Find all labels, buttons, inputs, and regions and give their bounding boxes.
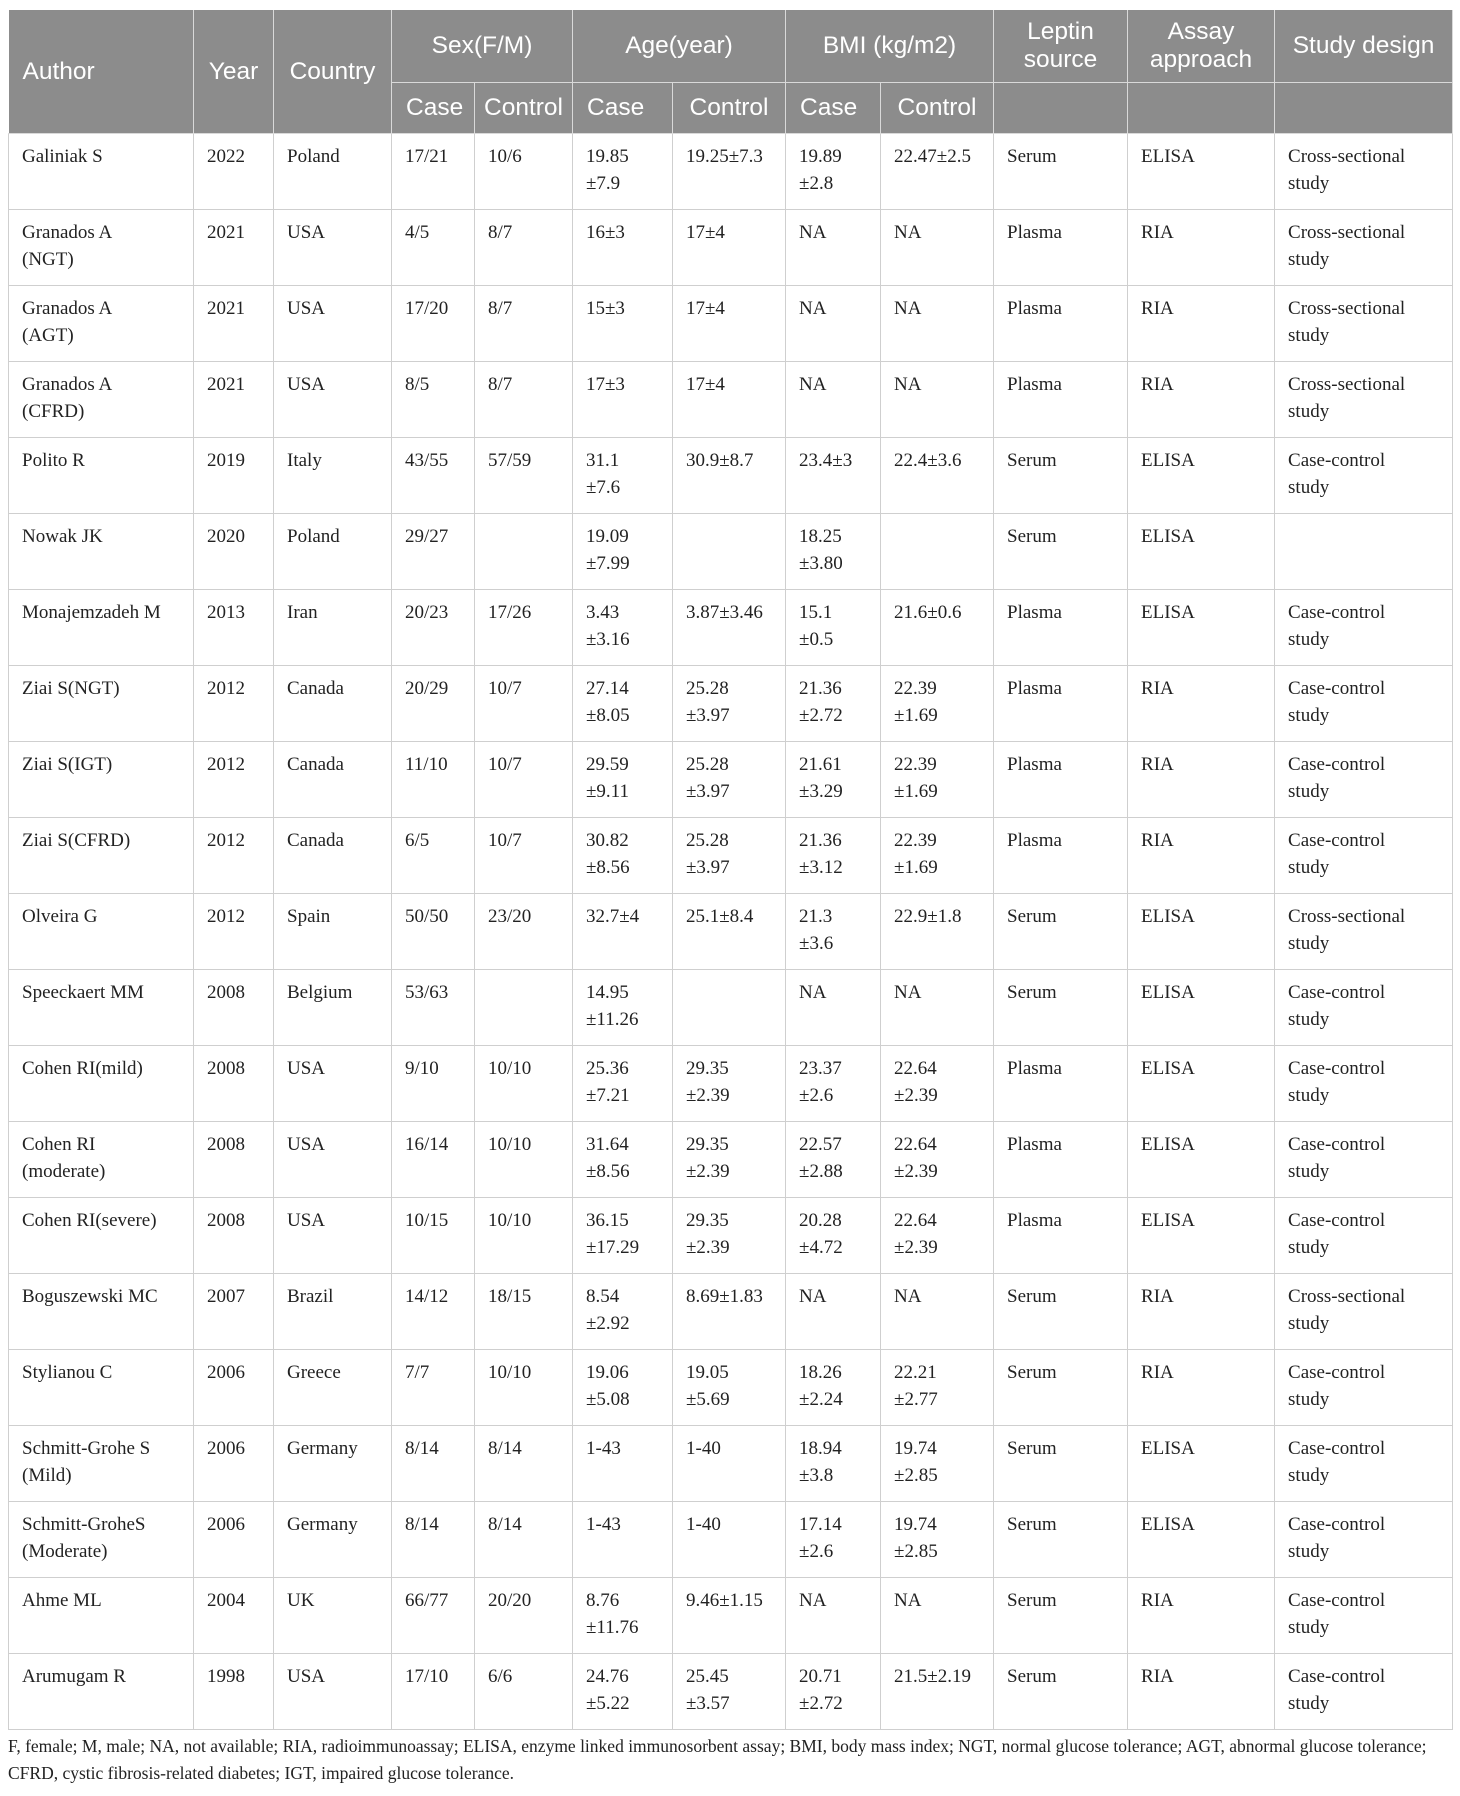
cell-assay-approach: ELISA xyxy=(1128,438,1275,514)
cell-bmi-control: 22.9±1.8 xyxy=(881,894,994,970)
cell-sex-case: 7/7 xyxy=(392,1350,475,1426)
header-age: Age(year) xyxy=(573,10,786,83)
cell-author: Monajemzadeh M xyxy=(9,590,194,666)
cell-author: Speeckaert MM xyxy=(9,970,194,1046)
cell-sex-case: 9/10 xyxy=(392,1046,475,1122)
table-row xyxy=(9,438,1453,514)
cell-bmi-case: NA xyxy=(786,970,881,1046)
cell-age-case: 31.1 ±7.6 xyxy=(573,438,673,514)
cell-year: 2006 xyxy=(194,1426,274,1502)
cell-bmi-case: 18.94 ±3.8 xyxy=(786,1426,881,1502)
cell-country: Iran xyxy=(274,590,392,666)
cell-leptin-source: Serum xyxy=(994,1426,1128,1502)
cell-age-control: 17±4 xyxy=(673,286,786,362)
cell-age-control: 25.28 ±3.97 xyxy=(673,818,786,894)
cell-leptin-source: Serum xyxy=(994,1578,1128,1654)
cell-bmi-control xyxy=(881,514,994,590)
cell-age-control xyxy=(673,514,786,590)
cell-study-design: Case-control study xyxy=(1275,666,1453,742)
header-bmi-case: Case xyxy=(786,83,881,134)
cell-age-control: 17±4 xyxy=(673,210,786,286)
cell-country: Belgium xyxy=(274,970,392,1046)
cell-assay-approach: ELISA xyxy=(1128,134,1275,210)
table-row xyxy=(9,210,1453,286)
cell-bmi-control: 22.21 ±2.77 xyxy=(881,1350,994,1426)
table-row xyxy=(9,1274,1453,1350)
cell-author: Ziai S(IGT) xyxy=(9,742,194,818)
cell-year: 2006 xyxy=(194,1502,274,1578)
cell-bmi-control: NA xyxy=(881,1274,994,1350)
cell-study-design: Case-control study xyxy=(1275,1654,1453,1730)
cell-sex-control: 17/26 xyxy=(475,590,573,666)
cell-author: Cohen RI (moderate) xyxy=(9,1122,194,1198)
table-row xyxy=(9,970,1453,1046)
cell-leptin-source: Serum xyxy=(994,970,1128,1046)
header-sex-control: Control xyxy=(475,83,573,134)
cell-leptin-source: Plasma xyxy=(994,818,1128,894)
cell-bmi-case: 23.37 ±2.6 xyxy=(786,1046,881,1122)
table-row xyxy=(9,514,1453,590)
table-row xyxy=(9,362,1453,438)
cell-country: Germany xyxy=(274,1502,392,1578)
cell-sex-control: 10/7 xyxy=(475,818,573,894)
cell-sex-control: 10/10 xyxy=(475,1350,573,1426)
cell-leptin-source: Plasma xyxy=(994,666,1128,742)
cell-leptin-source: Serum xyxy=(994,1274,1128,1350)
cell-bmi-control: 22.47±2.5 xyxy=(881,134,994,210)
cell-age-control: 29.35 ±2.39 xyxy=(673,1198,786,1274)
cell-age-case: 19.85 ±7.9 xyxy=(573,134,673,210)
cell-author: Granados A (CFRD) xyxy=(9,362,194,438)
cell-leptin-source: Plasma xyxy=(994,742,1128,818)
cell-age-control: 25.28 ±3.97 xyxy=(673,742,786,818)
cell-country: USA xyxy=(274,286,392,362)
cell-leptin-source: Serum xyxy=(994,1654,1128,1730)
table-row xyxy=(9,1654,1453,1730)
table-body xyxy=(9,134,1453,1730)
cell-bmi-case: 17.14 ±2.6 xyxy=(786,1502,881,1578)
cell-sex-case: 11/10 xyxy=(392,742,475,818)
cell-author: Boguszewski MC xyxy=(9,1274,194,1350)
cell-sex-case: 20/23 xyxy=(392,590,475,666)
cell-age-control: 25.1±8.4 xyxy=(673,894,786,970)
cell-bmi-case: 19.89 ±2.8 xyxy=(786,134,881,210)
table-row xyxy=(9,1502,1453,1578)
cell-age-case: 3.43 ±3.16 xyxy=(573,590,673,666)
cell-bmi-case: NA xyxy=(786,210,881,286)
cell-country: Spain xyxy=(274,894,392,970)
cell-author: Ziai S(CFRD) xyxy=(9,818,194,894)
header-study-design: Study design xyxy=(1275,10,1453,83)
cell-age-case: 17±3 xyxy=(573,362,673,438)
cell-assay-approach: ELISA xyxy=(1128,1426,1275,1502)
cell-year: 2012 xyxy=(194,894,274,970)
cell-age-control: 25.45 ±3.57 xyxy=(673,1654,786,1730)
cell-bmi-control: 19.74 ±2.85 xyxy=(881,1502,994,1578)
cell-bmi-case: 22.57 ±2.88 xyxy=(786,1122,881,1198)
cell-leptin-source: Plasma xyxy=(994,1198,1128,1274)
cell-study-design: Cross-sectional study xyxy=(1275,1274,1453,1350)
table-row xyxy=(9,1046,1453,1122)
cell-assay-approach: RIA xyxy=(1128,210,1275,286)
cell-year: 2004 xyxy=(194,1578,274,1654)
cell-bmi-case: 20.71 ±2.72 xyxy=(786,1654,881,1730)
cell-sex-case: 6/5 xyxy=(392,818,475,894)
cell-leptin-source: Serum xyxy=(994,1350,1128,1426)
cell-country: Italy xyxy=(274,438,392,514)
cell-bmi-case: 23.4±3 xyxy=(786,438,881,514)
cell-sex-case: 29/27 xyxy=(392,514,475,590)
cell-year: 2021 xyxy=(194,210,274,286)
cell-age-control: 1-40 xyxy=(673,1426,786,1502)
cell-year: 2020 xyxy=(194,514,274,590)
cell-study-design: Case-control study xyxy=(1275,1198,1453,1274)
cell-year: 1998 xyxy=(194,1654,274,1730)
cell-age-case: 29.59 ±9.11 xyxy=(573,742,673,818)
cell-leptin-source: Plasma xyxy=(994,286,1128,362)
cell-author: Arumugam R xyxy=(9,1654,194,1730)
table-row xyxy=(9,1350,1453,1426)
cell-assay-approach: ELISA xyxy=(1128,1046,1275,1122)
header-blank-source xyxy=(994,83,1128,134)
cell-sex-case: 20/29 xyxy=(392,666,475,742)
cell-age-case: 32.7±4 xyxy=(573,894,673,970)
cell-country: Brazil xyxy=(274,1274,392,1350)
cell-author: Nowak JK xyxy=(9,514,194,590)
cell-sex-control: 10/6 xyxy=(475,134,573,210)
cell-bmi-control: 21.6±0.6 xyxy=(881,590,994,666)
cell-age-case: 15±3 xyxy=(573,286,673,362)
cell-author: Polito R xyxy=(9,438,194,514)
table-row xyxy=(9,1198,1453,1274)
cell-country: USA xyxy=(274,210,392,286)
table-row xyxy=(9,286,1453,362)
cell-age-control: 17±4 xyxy=(673,362,786,438)
cell-sex-case: 66/77 xyxy=(392,1578,475,1654)
cell-leptin-source: Serum xyxy=(994,1502,1128,1578)
cell-assay-approach: ELISA xyxy=(1128,894,1275,970)
cell-sex-control: 57/59 xyxy=(475,438,573,514)
cell-age-control: 29.35 ±2.39 xyxy=(673,1122,786,1198)
cell-author: Ahme ML xyxy=(9,1578,194,1654)
cell-study-design: Case-control study xyxy=(1275,742,1453,818)
cell-bmi-case: NA xyxy=(786,1578,881,1654)
cell-assay-approach: RIA xyxy=(1128,742,1275,818)
header-blank-design xyxy=(1275,83,1453,134)
cell-leptin-source: Serum xyxy=(994,894,1128,970)
cell-author: Ziai S(NGT) xyxy=(9,666,194,742)
header-assay-approach: Assay approach xyxy=(1128,10,1275,83)
table-footnote: F, female; M, male; NA, not available; RIA, radioimmunoassay; ELISA, enzyme linked immunosorbent assay; BMI, body mass index; NGT, normal glucose tolerance; AGT, abnormal glucose tolerance; CFRD, cystic fibrosis-related diabetes; IGT, impaired glucose tolerance. xyxy=(8,1736,1427,1783)
cell-country: USA xyxy=(274,1046,392,1122)
cell-leptin-source: Plasma xyxy=(994,1046,1128,1122)
cell-country: Poland xyxy=(274,514,392,590)
cell-year: 2007 xyxy=(194,1274,274,1350)
cell-year: 2013 xyxy=(194,590,274,666)
cell-bmi-case: 21.3 ±3.6 xyxy=(786,894,881,970)
cell-study-design: Cross-sectional study xyxy=(1275,286,1453,362)
cell-leptin-source: Plasma xyxy=(994,590,1128,666)
cell-age-case: 16±3 xyxy=(573,210,673,286)
header-row-top xyxy=(9,10,1453,83)
cell-year: 2008 xyxy=(194,1198,274,1274)
cell-sex-control: 8/7 xyxy=(475,210,573,286)
cell-country: Canada xyxy=(274,666,392,742)
cell-study-design: Case-control study xyxy=(1275,438,1453,514)
header-leptin-source: Leptin source xyxy=(994,10,1128,83)
cell-study-design: Case-control study xyxy=(1275,818,1453,894)
cell-sex-case: 17/10 xyxy=(392,1654,475,1730)
cell-study-design xyxy=(1275,514,1453,590)
cell-study-design: Case-control study xyxy=(1275,590,1453,666)
cell-assay-approach: ELISA xyxy=(1128,970,1275,1046)
cell-study-design: Case-control study xyxy=(1275,970,1453,1046)
cell-sex-control: 10/7 xyxy=(475,666,573,742)
header-country: Country xyxy=(274,10,392,134)
cell-bmi-control: 22.39 ±1.69 xyxy=(881,666,994,742)
header-age-case: Case xyxy=(573,83,673,134)
cell-year: 2019 xyxy=(194,438,274,514)
cell-age-case: 30.82 ±8.56 xyxy=(573,818,673,894)
cell-study-design: Case-control study xyxy=(1275,1122,1453,1198)
cell-age-control: 9.46±1.15 xyxy=(673,1578,786,1654)
cell-sex-control: 23/20 xyxy=(475,894,573,970)
table-row xyxy=(9,894,1453,970)
cell-author: Cohen RI(severe) xyxy=(9,1198,194,1274)
cell-year: 2012 xyxy=(194,666,274,742)
cell-study-design: Cross-sectional study xyxy=(1275,362,1453,438)
cell-sex-case: 53/63 xyxy=(392,970,475,1046)
cell-sex-case: 17/20 xyxy=(392,286,475,362)
cell-bmi-control: 22.39 ±1.69 xyxy=(881,742,994,818)
cell-sex-case: 16/14 xyxy=(392,1122,475,1198)
cell-age-case: 1-43 xyxy=(573,1502,673,1578)
cell-age-case: 19.06 ±5.08 xyxy=(573,1350,673,1426)
cell-bmi-control: 22.64 ±2.39 xyxy=(881,1122,994,1198)
cell-year: 2021 xyxy=(194,362,274,438)
cell-study-design: Case-control study xyxy=(1275,1426,1453,1502)
cell-year: 2008 xyxy=(194,970,274,1046)
cell-bmi-control: NA xyxy=(881,970,994,1046)
cell-age-control: 8.69±1.83 xyxy=(673,1274,786,1350)
cell-author: Olveira G xyxy=(9,894,194,970)
table-row xyxy=(9,742,1453,818)
cell-author: Schmitt-Grohe S (Mild) xyxy=(9,1426,194,1502)
cell-leptin-source: Serum xyxy=(994,514,1128,590)
table-row xyxy=(9,134,1453,210)
cell-country: Canada xyxy=(274,742,392,818)
cell-study-design: Cross-sectional study xyxy=(1275,134,1453,210)
header-sex-case: Case xyxy=(392,83,475,134)
cell-bmi-control: 22.4±3.6 xyxy=(881,438,994,514)
cell-year: 2022 xyxy=(194,134,274,210)
table-header xyxy=(9,10,1453,134)
study-characteristics-table-wrapper xyxy=(8,10,1452,1730)
cell-study-design: Case-control study xyxy=(1275,1046,1453,1122)
cell-bmi-case: 18.25 ±3.80 xyxy=(786,514,881,590)
cell-bmi-case: 20.28 ±4.72 xyxy=(786,1198,881,1274)
cell-study-design: Case-control study xyxy=(1275,1578,1453,1654)
header-age-control: Control xyxy=(673,83,786,134)
cell-age-control: 3.87±3.46 xyxy=(673,590,786,666)
cell-leptin-source: Plasma xyxy=(994,362,1128,438)
cell-age-case: 1-43 xyxy=(573,1426,673,1502)
cell-bmi-case: 21.36 ±2.72 xyxy=(786,666,881,742)
table-row xyxy=(9,818,1453,894)
cell-country: UK xyxy=(274,1578,392,1654)
cell-bmi-control: NA xyxy=(881,1578,994,1654)
cell-bmi-control: NA xyxy=(881,286,994,362)
cell-leptin-source: Plasma xyxy=(994,1122,1128,1198)
cell-leptin-source: Serum xyxy=(994,134,1128,210)
cell-sex-case: 8/14 xyxy=(392,1502,475,1578)
cell-sex-control: 8/7 xyxy=(475,286,573,362)
cell-sex-control: 8/7 xyxy=(475,362,573,438)
cell-country: USA xyxy=(274,362,392,438)
cell-sex-control: 18/15 xyxy=(475,1274,573,1350)
cell-sex-control: 8/14 xyxy=(475,1502,573,1578)
cell-sex-control xyxy=(475,970,573,1046)
cell-age-case: 14.95 ±11.26 xyxy=(573,970,673,1046)
cell-assay-approach: RIA xyxy=(1128,1654,1275,1730)
cell-year: 2012 xyxy=(194,742,274,818)
cell-bmi-case: 18.26 ±2.24 xyxy=(786,1350,881,1426)
cell-country: USA xyxy=(274,1198,392,1274)
cell-age-control: 30.9±8.7 xyxy=(673,438,786,514)
cell-assay-approach: RIA xyxy=(1128,286,1275,362)
cell-year: 2012 xyxy=(194,818,274,894)
cell-sex-case: 8/14 xyxy=(392,1426,475,1502)
cell-bmi-control: 22.64 ±2.39 xyxy=(881,1198,994,1274)
cell-author: Granados A (AGT) xyxy=(9,286,194,362)
cell-leptin-source: Serum xyxy=(994,438,1128,514)
cell-bmi-control: NA xyxy=(881,210,994,286)
cell-bmi-case: 21.61 ±3.29 xyxy=(786,742,881,818)
cell-author: Galiniak S xyxy=(9,134,194,210)
cell-assay-approach: ELISA xyxy=(1128,590,1275,666)
cell-assay-approach: ELISA xyxy=(1128,1198,1275,1274)
table-row xyxy=(9,1426,1453,1502)
cell-assay-approach: RIA xyxy=(1128,1350,1275,1426)
cell-sex-case: 8/5 xyxy=(392,362,475,438)
cell-bmi-control: 19.74 ±2.85 xyxy=(881,1426,994,1502)
cell-sex-case: 43/55 xyxy=(392,438,475,514)
cell-sex-control: 6/6 xyxy=(475,1654,573,1730)
cell-assay-approach: RIA xyxy=(1128,362,1275,438)
cell-bmi-case: NA xyxy=(786,1274,881,1350)
cell-age-case: 25.36 ±7.21 xyxy=(573,1046,673,1122)
cell-country: Greece xyxy=(274,1350,392,1426)
cell-age-control: 19.25±7.3 xyxy=(673,134,786,210)
header-bmi: BMI (kg/m2) xyxy=(786,10,994,83)
cell-age-control: 19.05 ±5.69 xyxy=(673,1350,786,1426)
cell-study-design: Case-control study xyxy=(1275,1502,1453,1578)
cell-study-design: Case-control study xyxy=(1275,1350,1453,1426)
cell-bmi-control: NA xyxy=(881,362,994,438)
cell-sex-case: 4/5 xyxy=(392,210,475,286)
cell-author: Cohen RI(mild) xyxy=(9,1046,194,1122)
cell-age-case: 27.14 ±8.05 xyxy=(573,666,673,742)
cell-assay-approach: ELISA xyxy=(1128,514,1275,590)
header-author: Author xyxy=(9,10,194,134)
cell-bmi-case: NA xyxy=(786,362,881,438)
cell-country: USA xyxy=(274,1122,392,1198)
cell-country: Poland xyxy=(274,134,392,210)
cell-sex-control: 10/10 xyxy=(475,1198,573,1274)
cell-bmi-case: 21.36 ±3.12 xyxy=(786,818,881,894)
header-bmi-control: Control xyxy=(881,83,994,134)
table-row xyxy=(9,1578,1453,1654)
cell-bmi-case: 15.1 ±0.5 xyxy=(786,590,881,666)
cell-sex-case: 14/12 xyxy=(392,1274,475,1350)
cell-country: USA xyxy=(274,1654,392,1730)
cell-assay-approach: RIA xyxy=(1128,1578,1275,1654)
table-row xyxy=(9,666,1453,742)
cell-sex-case: 17/21 xyxy=(392,134,475,210)
cell-age-control: 25.28 ±3.97 xyxy=(673,666,786,742)
cell-sex-control xyxy=(475,514,573,590)
cell-age-case: 19.09 ±7.99 xyxy=(573,514,673,590)
cell-age-control: 1-40 xyxy=(673,1502,786,1578)
table-row xyxy=(9,590,1453,666)
cell-sex-case: 10/15 xyxy=(392,1198,475,1274)
cell-bmi-control: 22.64 ±2.39 xyxy=(881,1046,994,1122)
cell-sex-case: 50/50 xyxy=(392,894,475,970)
cell-assay-approach: RIA xyxy=(1128,818,1275,894)
header-blank-assay xyxy=(1128,83,1275,134)
study-characteristics-table xyxy=(8,10,1453,1730)
cell-leptin-source: Plasma xyxy=(994,210,1128,286)
cell-bmi-control: 21.5±2.19 xyxy=(881,1654,994,1730)
cell-year: 2008 xyxy=(194,1122,274,1198)
cell-age-case: 31.64 ±8.56 xyxy=(573,1122,673,1198)
cell-author: Granados A (NGT) xyxy=(9,210,194,286)
cell-year: 2008 xyxy=(194,1046,274,1122)
cell-assay-approach: RIA xyxy=(1128,1274,1275,1350)
cell-assay-approach: RIA xyxy=(1128,666,1275,742)
cell-age-control: 29.35 ±2.39 xyxy=(673,1046,786,1122)
cell-study-design: Cross-sectional study xyxy=(1275,894,1453,970)
cell-age-control xyxy=(673,970,786,1046)
cell-sex-control: 10/10 xyxy=(475,1122,573,1198)
header-year: Year xyxy=(194,10,274,134)
cell-author: Schmitt-GroheS (Moderate) xyxy=(9,1502,194,1578)
cell-assay-approach: ELISA xyxy=(1128,1502,1275,1578)
cell-country: Germany xyxy=(274,1426,392,1502)
cell-age-case: 8.76 ±11.76 xyxy=(573,1578,673,1654)
cell-sex-control: 20/20 xyxy=(475,1578,573,1654)
cell-year: 2021 xyxy=(194,286,274,362)
header-sex: Sex(F/M) xyxy=(392,10,573,83)
cell-author: Stylianou C xyxy=(9,1350,194,1426)
cell-sex-control: 8/14 xyxy=(475,1426,573,1502)
cell-bmi-control: 22.39 ±1.69 xyxy=(881,818,994,894)
cell-sex-control: 10/10 xyxy=(475,1046,573,1122)
cell-age-case: 36.15 ±17.29 xyxy=(573,1198,673,1274)
cell-year: 2006 xyxy=(194,1350,274,1426)
cell-study-design: Cross-sectional study xyxy=(1275,210,1453,286)
cell-sex-control: 10/7 xyxy=(475,742,573,818)
cell-assay-approach: ELISA xyxy=(1128,1122,1275,1198)
cell-bmi-case: NA xyxy=(786,286,881,362)
cell-age-case: 24.76 ±5.22 xyxy=(573,1654,673,1730)
cell-age-case: 8.54 ±2.92 xyxy=(573,1274,673,1350)
table-row xyxy=(9,1122,1453,1198)
cell-country: Canada xyxy=(274,818,392,894)
